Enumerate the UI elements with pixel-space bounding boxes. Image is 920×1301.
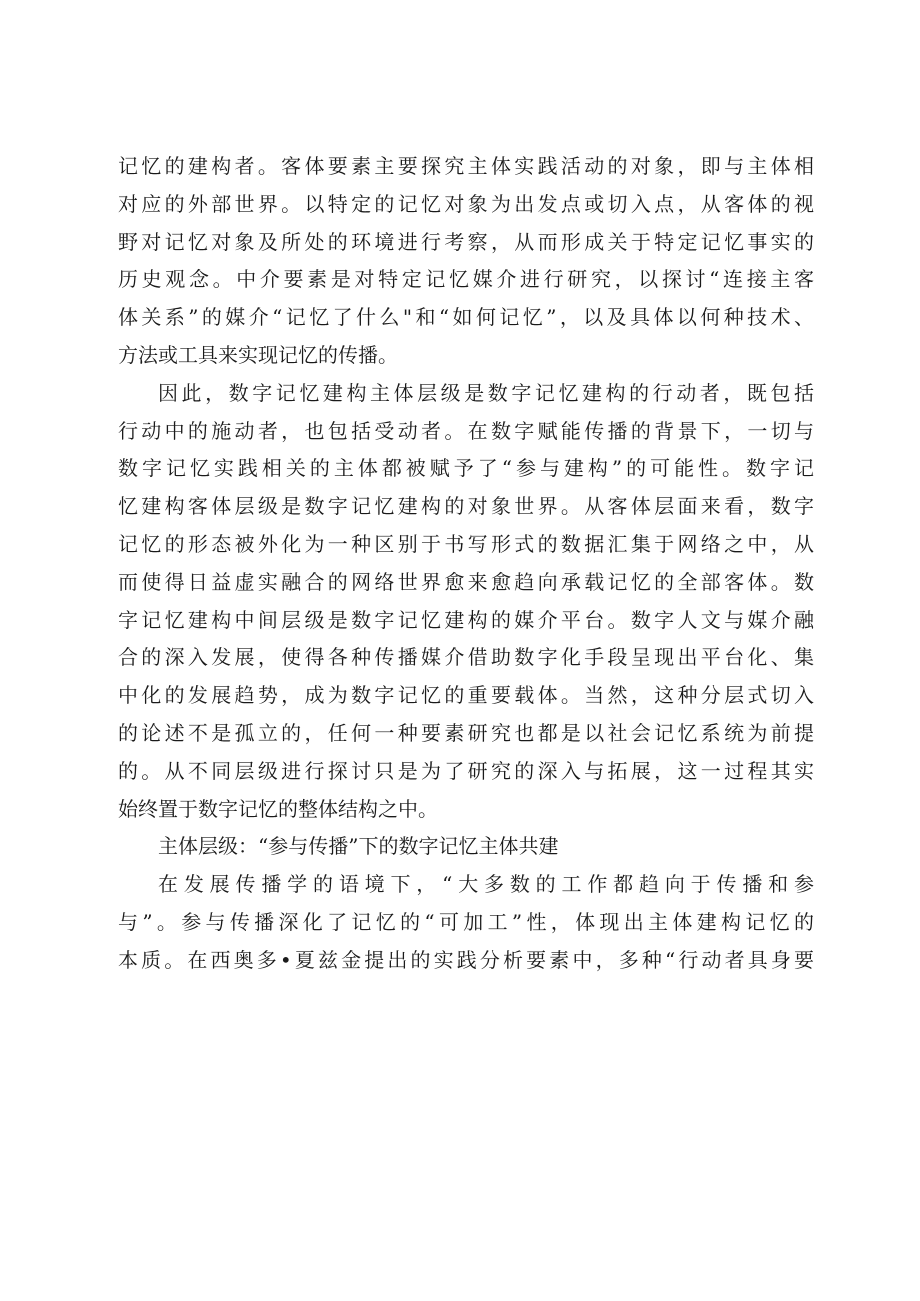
text-line: 合的深入发展，使得各种传播媒介借助数字化手段呈现出平台化、集	[118, 645, 814, 670]
text-line: 本质。在西奥多•夏兹金提出的实践分析要素中，多种“行动者具身要	[118, 947, 814, 972]
section-heading: 主体层级：“参与传播”下的数字记忆主体共建	[158, 834, 559, 859]
text-line: 中化的发展趋势，成为数字记忆的重要载体。当然，这种分层式切入	[118, 683, 814, 708]
text-line: 的论述不是孤立的，任何一种要素研究也都是以社会记忆系统为前提	[118, 720, 814, 745]
text-line: 数字记忆实践相关的主体都被赋予了“参与建构”的可能性。数字记	[118, 456, 814, 481]
text-line: 与”。参与传播深化了记忆的“可加工”性，体现出主体建构记忆的	[118, 909, 814, 934]
text-line: 的。从不同层级进行探讨只是为了研究的深入与拓展，这一过程其实	[118, 758, 814, 783]
body-text	[118, 148, 814, 980]
text-line: 始终置于数字记忆的整体结构之中。	[118, 796, 438, 821]
text-line: 对应的外部世界。以特定的记忆对象为出发点或切入点，从客体的视	[118, 191, 814, 216]
text-line: 野对记忆对象及所处的环境进行考察，从而形成关于特定记忆事实的	[118, 229, 814, 254]
text-line: 因此，数字记忆建构主体层级是数字记忆建构的行动者，既包括	[158, 380, 814, 405]
text-line: 而使得日益虚实融合的网络世界愈来愈趋向承载记忆的全部客体。数	[118, 569, 814, 594]
text-line: 体关系”的媒介“记忆了什么"和“如何记忆”，以及具体以何种技术、	[118, 305, 814, 330]
text-line: 在发展传播学的语境下，“大多数的工作都趋向于传播和参	[158, 872, 814, 897]
text-line: 字记忆建构中间层级是数字记忆建构的媒介平台。数字人文与媒介融	[118, 607, 814, 632]
text-line: 方法或工具来实现记忆的传播。	[118, 342, 398, 367]
text-line: 忆建构客体层级是数字记忆建构的对象世界。从客体层面来看，数字	[118, 494, 814, 519]
text-line: 历史观念。中介要素是对特定记忆媒介进行研究，以探讨“连接主客	[118, 267, 814, 292]
text-line: 行动中的施动者，也包括受动者。在数字赋能传播的背景下，一切与	[118, 418, 814, 443]
text-line: 记忆的形态被外化为一种区别于书写形式的数据汇集于网络之中，从	[118, 531, 814, 556]
text-line: 记忆的建构者。客体要素主要探究主体实践活动的对象，即与主体相	[118, 154, 814, 178]
